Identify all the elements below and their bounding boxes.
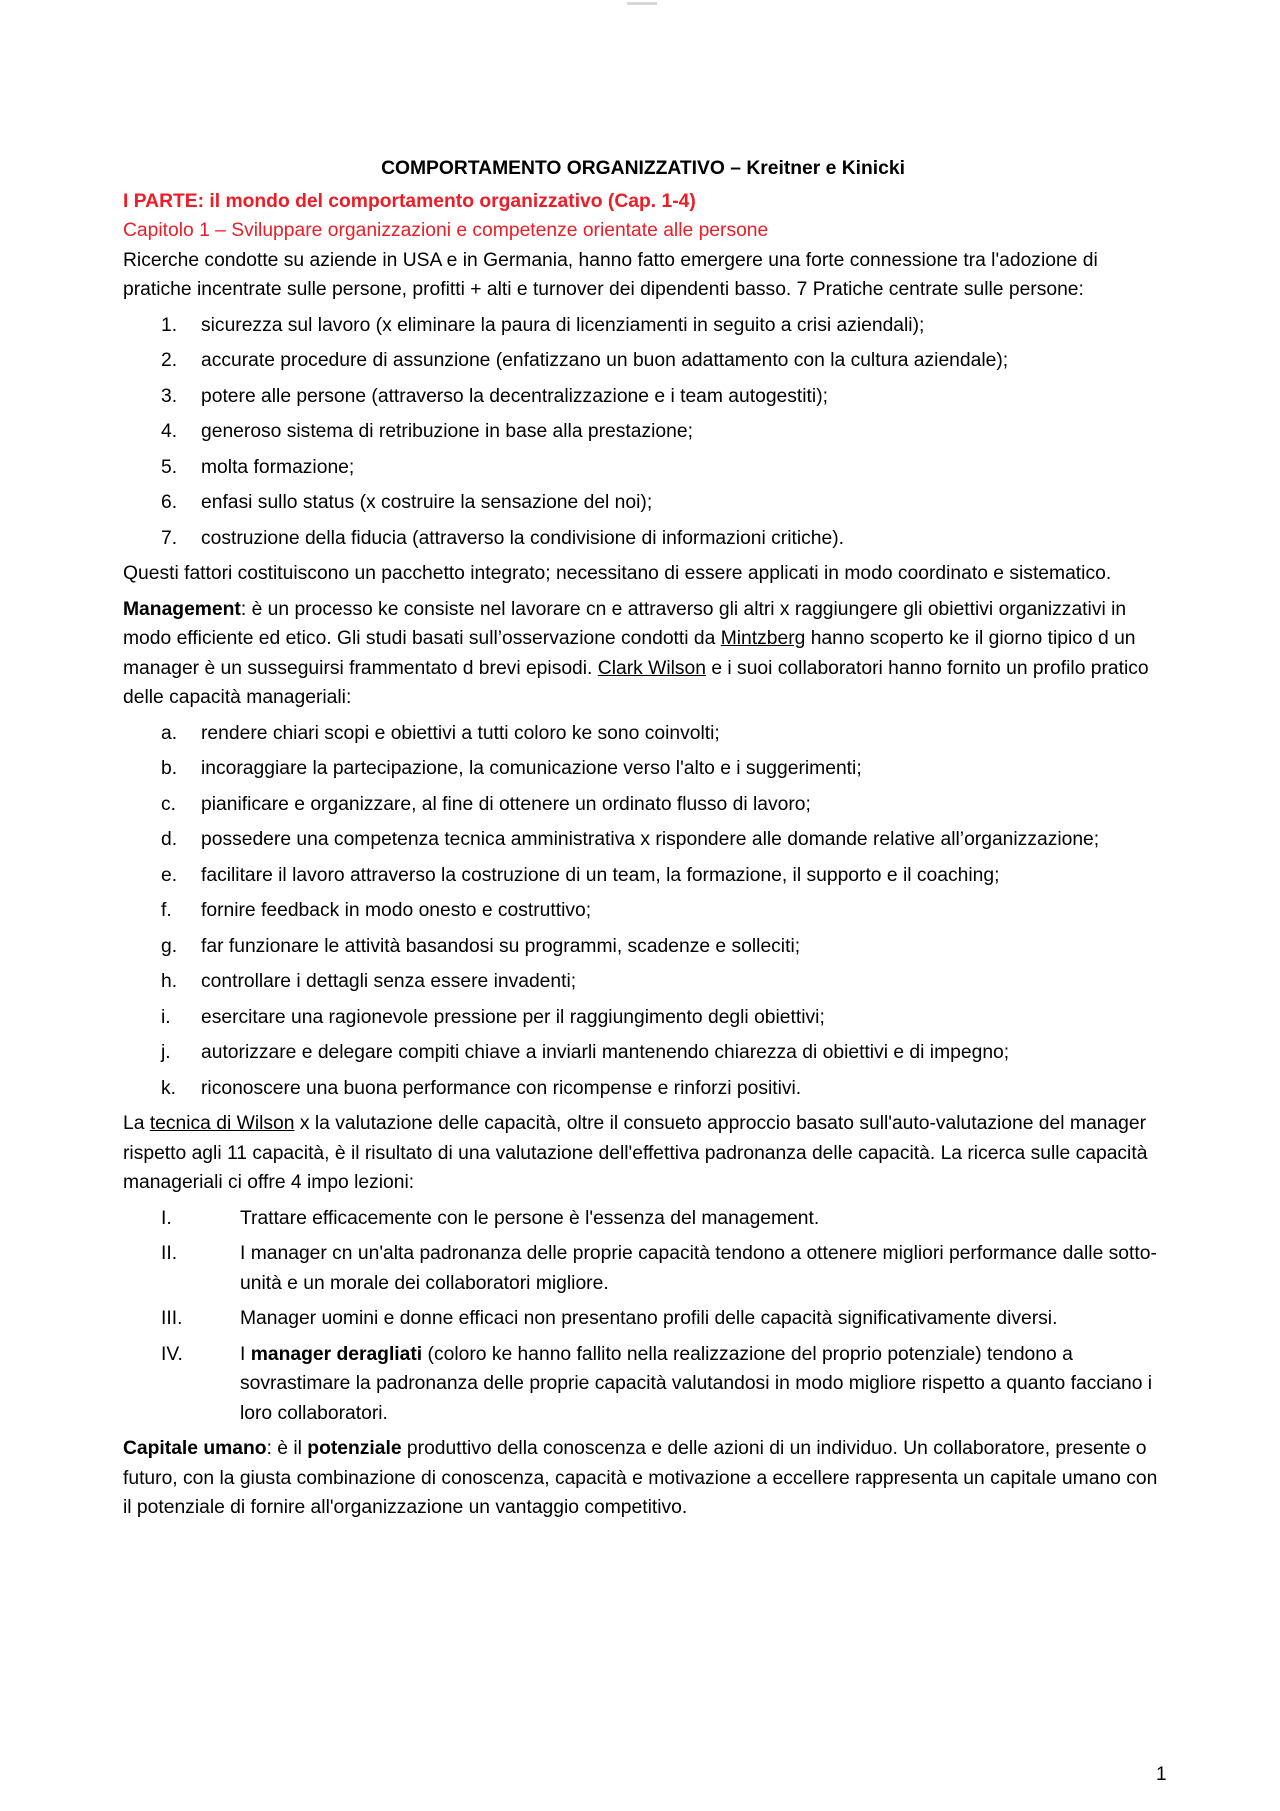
skill-text: esercitare una ragionevole pressione per il raggiungimento degli obiettivi;: [201, 1006, 825, 1028]
practice-marker: 6.: [161, 492, 178, 513]
practice-item: [123, 488, 1163, 518]
lesson-marker: III.: [161, 1308, 183, 1329]
skill-item: [123, 1003, 1163, 1033]
practice-item: [123, 382, 1163, 412]
management-text-b: hanno scoperto ke il giorno tipico d un manager è un susseguirsi frammentato d brevi episodi.: [123, 628, 1136, 679]
practice-item: [123, 311, 1163, 341]
practice-item: [123, 346, 1163, 376]
skill-marker: e.: [161, 864, 178, 886]
skill-item: [123, 719, 1163, 749]
skill-text: rendere chiari scopi e obiettivi a tutti coloro ke sono coinvolti;: [201, 722, 720, 744]
skill-item: [123, 790, 1163, 820]
skill-marker: k.: [161, 1077, 176, 1099]
lesson-marker: II.: [161, 1243, 178, 1264]
practice-text: costruzione della fiducia (attraverso la condivisione di informazioni critiche).: [201, 527, 845, 549]
skill-text: facilitare il lavoro attraverso la costruzione di un team, la formazione, il supporto e il coaching;: [201, 864, 1000, 886]
wilson-pre: La: [123, 1113, 150, 1134]
practice-item: [123, 453, 1163, 483]
skill-text: pianificare e organizzare, al fine di ottenere un ordinato flusso di lavoro;: [201, 793, 811, 815]
skill-text: controllare i dettagli senza essere invadenti;: [201, 971, 577, 992]
practice-marker: 2.: [161, 350, 178, 371]
wilson-post: x la valutazione delle capacità, oltre il consueto approccio basato sull'auto-valutazione del manager rispetto agli 11 capacità, è il risultato di una valutazione dell'effettiva padronanza delle capacità. La ricerca sulle capacità manageriali ci offre 4 impo lezioni:: [123, 1113, 1148, 1193]
skill-marker: h.: [161, 971, 178, 992]
lesson-text: Trattare efficacemente con le persone è l'essenza del management.: [240, 1207, 820, 1229]
potenziale-term: potenziale: [307, 1438, 402, 1459]
skills-list: [123, 719, 1163, 1104]
skill-item: [123, 896, 1163, 926]
practice-marker: 5.: [161, 456, 178, 478]
practice-text: sicurezza sul lavoro (x eliminare la paura di licenziamenti in seguito a crisi aziendali);: [201, 314, 925, 336]
page-number: 1: [1156, 1764, 1167, 1785]
skill-item: [123, 1038, 1163, 1068]
capitale-text-a: : è il: [266, 1438, 308, 1459]
practice-text: accurate procedure di assunzione (enfatizzano un buon adattamento con la cultura aziendale);: [201, 350, 1009, 371]
wilson-paragraph: [123, 1109, 1163, 1198]
wilson-technique-link[interactable]: tecnica di Wilson: [149, 1113, 295, 1134]
skill-item: [123, 754, 1163, 784]
practice-marker: 7.: [161, 527, 178, 549]
practices-conclusion: Questi fattori costituiscono un pacchetto integrato; necessitano di essere applicati in modo coordinato e sistematico.: [123, 563, 1112, 584]
lesson-item: [123, 1304, 1163, 1334]
skill-marker: a.: [161, 722, 178, 744]
management-text-c: e i suoi collaboratori hanno fornito un profilo pratico delle capacità manageriali:: [123, 657, 1149, 708]
skill-item: [123, 1074, 1163, 1104]
practice-item: [123, 417, 1163, 447]
capitale-paragraph: [123, 1434, 1163, 1523]
skill-marker: g.: [161, 935, 178, 957]
practice-marker: 1.: [161, 314, 178, 336]
skill-item: [123, 967, 1163, 997]
manager-deragliati-term: manager deragliati: [250, 1343, 423, 1365]
mintzberg-link[interactable]: Mintzberg: [720, 628, 806, 649]
management-paragraph: [123, 595, 1163, 713]
capitale-term: Capitale umano: [123, 1438, 267, 1459]
lesson-marker: IV.: [161, 1343, 183, 1365]
management-text-a: : è un processo ke consiste nel lavorare cn e attraverso gli altri x raggiungere gli obiettivi organizzativi in modo efficiente ed etico. Gli studi basati sull’osservazione condotti da: [123, 598, 1127, 649]
capitale-text-b: produttivo della conoscenza e delle azioni di un individuo. Un collaboratore, presente o futuro, con la giusta combinazione di conoscenza, capacità e motivazione a eccellere rappresenta un capitale umano con il potenziale di fornire all'organizzazione un vantaggio competitivo.: [123, 1438, 1158, 1518]
intro-paragraph: Ricerche condotte su aziende in USA e in Germania, hanno fatto emergere una forte connessione tra l'adozione di pratiche incentrate sulle persone, profitti + alti e turnover dei dipendenti basso. 7 Pratiche centrate sulle persone:: [123, 249, 1098, 300]
lesson-item: [123, 1340, 1163, 1429]
skill-text: autorizzare e delegare compiti chiave a inviarli mantenendo chiarezza di obiettivi e di impegno;: [201, 1042, 1010, 1063]
chapter-heading: Capitolo 1 – Sviluppare organizzazioni e competenze orientate alle persone: [123, 220, 769, 241]
skill-item: [123, 825, 1163, 855]
skill-text: possedere una competenza tecnica amministrativa x rispondere alle domande relative all’organizzazione;: [201, 829, 1100, 850]
skill-text: incoraggiare la partecipazione, la comunicazione verso l'alto e i suggerimenti;: [201, 758, 862, 779]
skill-marker: f.: [161, 900, 172, 921]
part-heading: I PARTE: il mondo del comportamento organizzativo (Cap. 1-4): [123, 190, 696, 212]
practice-marker: 4.: [161, 421, 178, 442]
practice-item: [123, 524, 1163, 554]
lessons-list: [123, 1204, 1163, 1429]
skill-marker: b.: [161, 758, 178, 779]
header-mark: [627, 2, 657, 5]
lesson-item: [123, 1204, 1163, 1234]
management-term: Management: [123, 598, 241, 620]
practice-marker: 3.: [161, 385, 178, 407]
document-title: COMPORTAMENTO ORGANIZZATIVO – Kreitner e Kinicki: [381, 158, 905, 179]
skill-text: riconoscere una buona performance con ricompense e rinforzi positivi.: [201, 1077, 802, 1099]
lesson-text: I manager cn un'alta padronanza delle proprie capacità tendono a ottenere migliori performance dalle sotto-unità e un morale dei collaboratori migliore.: [240, 1243, 1157, 1294]
skill-marker: i.: [161, 1006, 171, 1028]
skill-text: fornire feedback in modo onesto e costruttivo;: [201, 900, 592, 921]
lesson-text-post: (coloro ke hanno fallito nella realizzazione del proprio potenziale) tendono a sovrastimare la padronanza delle proprie capacità valutandosi in modo migliore rispetto a quanto facciano i loro collaboratori.: [240, 1343, 1153, 1424]
practice-text: molta formazione;: [201, 456, 355, 478]
lesson-marker: I.: [161, 1207, 172, 1229]
skill-marker: c.: [161, 793, 176, 815]
skill-marker: j.: [161, 1042, 171, 1063]
document-body: [123, 154, 1163, 1529]
skill-item: [123, 861, 1163, 891]
lesson-text: Manager uomini e donne efficaci non presentano profili delle capacità significativamente diversi.: [240, 1308, 1058, 1329]
practices-list: [123, 311, 1163, 554]
practice-text: enfasi sullo status (x costruire la sensazione del noi);: [201, 492, 653, 513]
lesson-text-pre: I: [240, 1343, 251, 1365]
skill-item: [123, 932, 1163, 962]
lesson-item: [123, 1239, 1163, 1298]
skill-marker: d.: [161, 829, 178, 850]
clark-wilson-link[interactable]: Clark Wilson: [597, 657, 706, 679]
practice-text: generoso sistema di retribuzione in base alla prestazione;: [201, 421, 693, 442]
practice-text: potere alle persone (attraverso la decentralizzazione e i team autogestiti);: [201, 385, 828, 407]
skill-text: far funzionare le attività basandosi su programmi, scadenze e solleciti;: [201, 935, 801, 957]
